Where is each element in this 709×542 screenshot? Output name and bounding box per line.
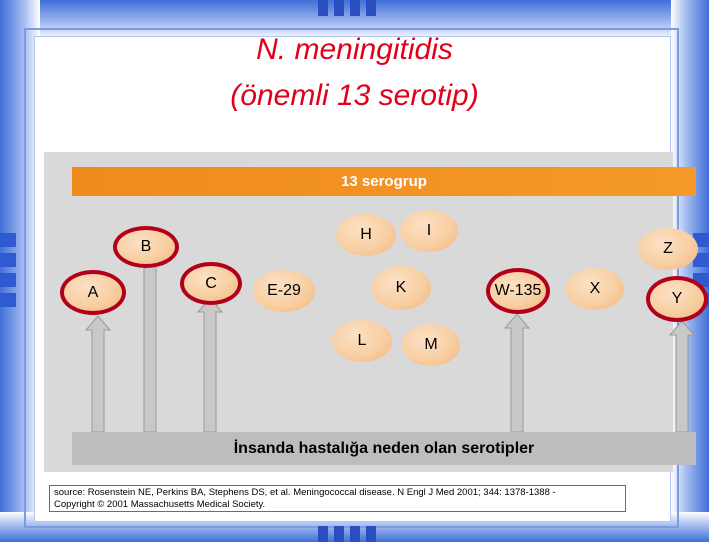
serogroup-h: H bbox=[336, 214, 396, 256]
arrow-c bbox=[198, 298, 222, 432]
title-line-1: N. meningitidis bbox=[256, 33, 453, 66]
serogroup-k: K bbox=[371, 266, 431, 310]
serogroup-i: I bbox=[400, 210, 458, 252]
serogroup-b: B bbox=[113, 226, 179, 268]
title-line-2: (önemli 13 serotip) bbox=[230, 79, 479, 112]
human-disease-bar: İnsanda hastalığa neden olan serotipler bbox=[72, 432, 696, 465]
source-citation bbox=[49, 485, 626, 512]
serogroup-y: Y bbox=[646, 276, 708, 322]
source-line-1: source: Rosenstein NE, Perkins BA, Stephens DS, et al. Meningococcal disease. N Engl J Med 2001; 344: 1378-1388 - bbox=[54, 487, 556, 498]
arrow-b bbox=[137, 250, 163, 432]
serogroup-a: A bbox=[60, 270, 126, 315]
arrow-a bbox=[86, 316, 110, 432]
serogroup-w135: W-135 bbox=[486, 268, 550, 314]
source-line-2: Copyright © 2001 Massachusetts Medical Society. bbox=[54, 499, 266, 510]
serogroup-e29: E-29 bbox=[253, 270, 315, 312]
serogroup-m: M bbox=[402, 324, 460, 366]
serogroup-l: L bbox=[332, 320, 392, 362]
serogroup-z: Z bbox=[638, 228, 698, 270]
serogroup-c: C bbox=[180, 262, 242, 305]
serogroup-bar: 13 serogrup bbox=[72, 167, 696, 196]
arrow-y bbox=[670, 321, 694, 432]
arrow-w135 bbox=[505, 314, 529, 432]
serogroup-x: X bbox=[566, 268, 624, 310]
